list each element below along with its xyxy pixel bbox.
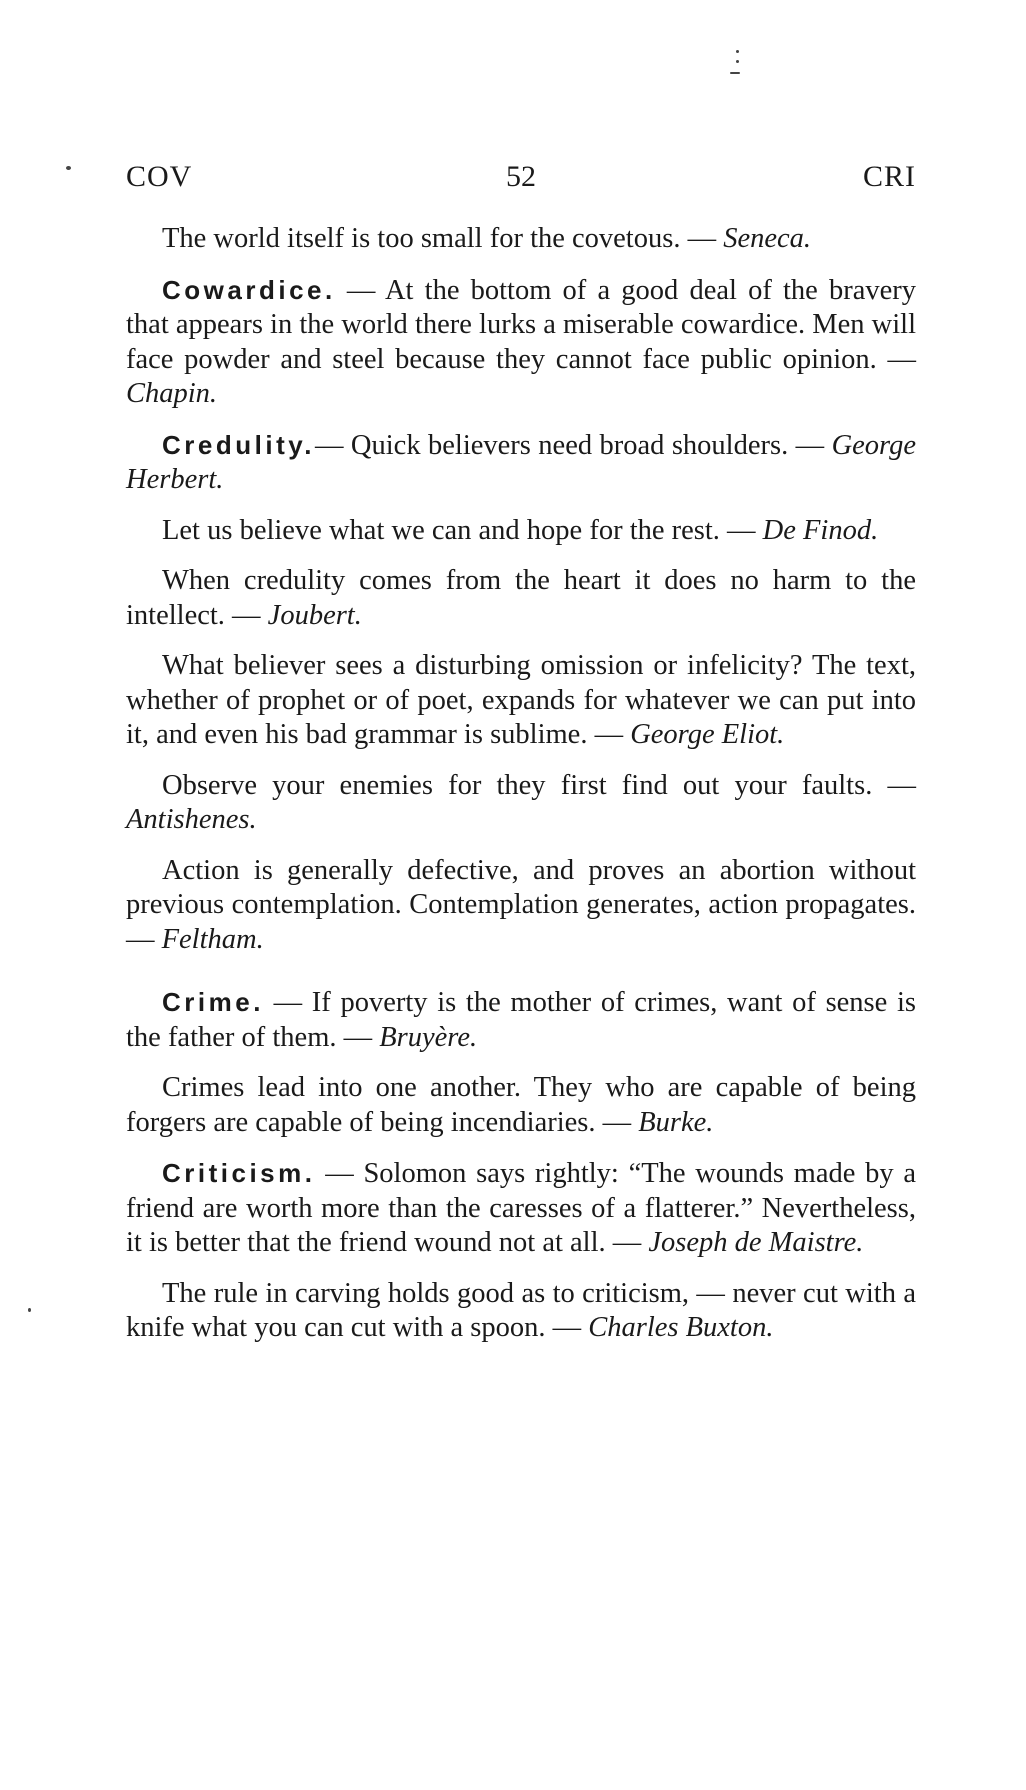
header-left-guideword: COV (126, 160, 193, 193)
page-header (126, 160, 916, 200)
page-number: 52 (506, 160, 536, 193)
quotation-author: Burke. (638, 1106, 714, 1138)
quotation-text: What believer sees a disturbing omission or infelicity? The text, whether of prophet or of poet, expands for whatever we can put into it, and even his bad grammar is sublime. — (126, 650, 916, 750)
scan-speck (736, 60, 739, 63)
quotation-author: Antishenes. (126, 804, 257, 835)
quotation-author: Joubert. (267, 599, 362, 631)
quotation-author: Joseph de Maistre. (648, 1227, 864, 1258)
quotation (126, 649, 916, 753)
quotation-author: Chapin. (126, 378, 218, 409)
quotation-author: George Eliot. (630, 719, 785, 750)
quotation (126, 854, 916, 958)
quotation-text: — Quick believers need broad shoulders. — (314, 429, 832, 461)
quotation (126, 564, 916, 633)
scan-speck (730, 72, 740, 74)
quotation-author: De Finod. (762, 514, 879, 546)
scan-speck (28, 1308, 31, 1312)
topic-heading: Criticism. (162, 1158, 316, 1188)
topic-heading: Credulity. (162, 429, 315, 460)
quotation-text: — At the bottom of a good deal of the bravery that appears in the world there lurks a miserable cowardice. Men will face powder and steel because they cannot face public opinion. — (126, 274, 916, 375)
book-page (126, 0, 916, 1790)
quotation-author: Seneca. (723, 223, 812, 254)
quotation (126, 1277, 916, 1346)
topic-heading: Crime. (162, 987, 264, 1017)
quotation-text: Action is generally defective, and proves an abortion without previous contemplation. Contemplation generates, action propagates. — (126, 854, 916, 955)
topic-heading: Cowardice. (162, 274, 336, 305)
quotation-list (126, 222, 916, 1362)
quotation-author: Bruyère. (379, 1021, 478, 1053)
quotation-author: George Herbert. (126, 429, 916, 495)
quotation (126, 514, 916, 549)
quotation-text: — If poverty is the mother of crimes, want of sense is the father of them. — (126, 987, 916, 1053)
quotation (126, 428, 916, 498)
header-right-guideword: CRI (862, 160, 916, 193)
scan-speck (736, 50, 739, 53)
quotation-text: — Solomon says rightly: “The wounds made by a friend are worth more than the caresses of a flatterer.” Nevertheless, it is better that the friend wound not at all. — (126, 1158, 916, 1258)
quotation-text: Crimes lead into one another. They who are capable of being forgers are capable of being incendiaries. — (126, 1072, 916, 1138)
quotation-text: The rule in carving holds good as to criticism, — never cut with a knife what you can cut with a spoon. — (126, 1277, 916, 1343)
quotation-author: Feltham. (161, 923, 264, 955)
scan-speck (66, 166, 71, 170)
quotation (126, 769, 916, 838)
quotation (126, 273, 916, 412)
quotation-text: The world itself is too small for the covetous. — (162, 223, 724, 254)
quotation-text: Let us believe what we can and hope for the rest. — (162, 514, 763, 546)
quotation-author: Charles Buxton. (588, 1312, 774, 1343)
quotation (126, 1156, 916, 1261)
quotation-text: When credulity comes from the heart it does no harm to the intellect. — (126, 565, 916, 631)
quotation (126, 1071, 916, 1140)
quotation (126, 985, 916, 1055)
quotation (126, 222, 916, 257)
quotation-text: Observe your enemies for they first find out your faults. — (162, 769, 916, 801)
